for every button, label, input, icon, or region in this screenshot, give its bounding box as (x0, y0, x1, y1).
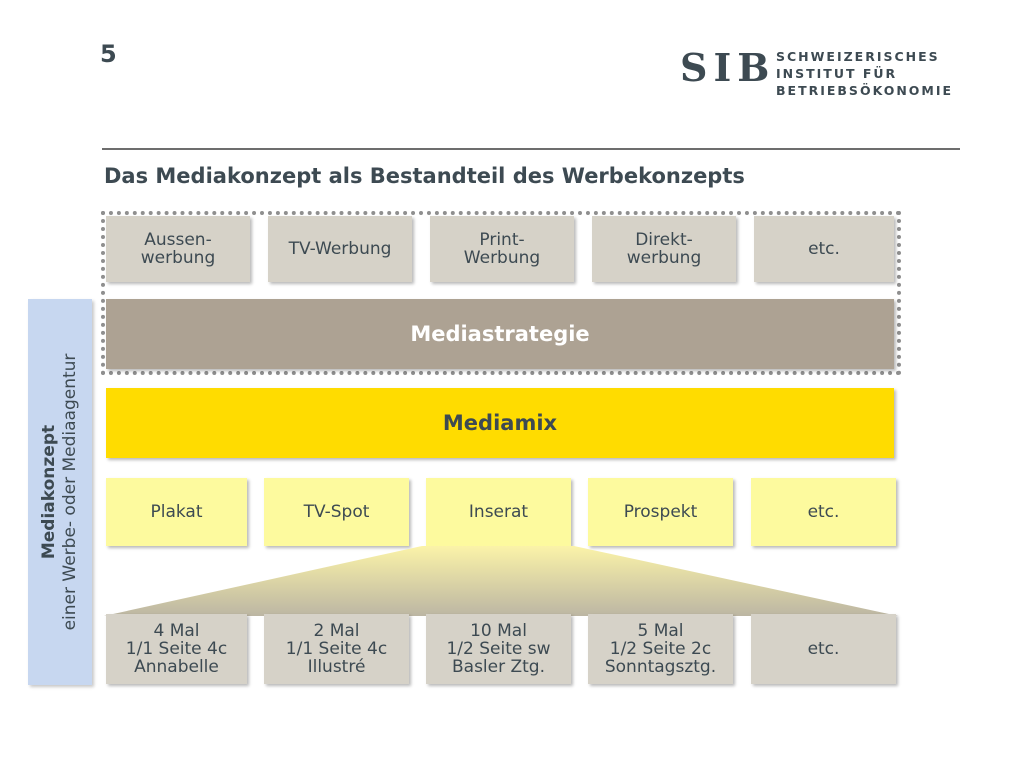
werbeform-label: etc. (808, 239, 840, 259)
werbeform-label: Direkt- werbung (626, 230, 702, 268)
schaltung-label: 4 Mal 1/1 Seite 4c Annabelle (125, 621, 228, 677)
werbemittel-label: Inserat (468, 502, 529, 522)
werbeform-box (592, 216, 736, 282)
mediamix-label: Mediamix (442, 411, 558, 435)
schaltung-box (264, 614, 409, 684)
werbemittel-label: TV-Spot (303, 502, 370, 522)
werbemittel-label: Prospekt (623, 502, 698, 522)
mediastrategie-box (106, 299, 894, 369)
schaltung-label: etc. (807, 639, 840, 659)
logo-line: INSTITUT FÜR (776, 66, 898, 81)
logo-line: SCHWEIZERISCHES (776, 49, 940, 64)
werbemittel-box (751, 478, 896, 546)
page-number: 5 (100, 40, 117, 68)
werbemittel-label: Plakat (150, 502, 203, 522)
side-label (39, 354, 81, 631)
logo-mark: SIB (680, 45, 776, 90)
funnel-shape (104, 546, 898, 616)
werbemittel-box (588, 478, 733, 546)
werbemittel-box (106, 478, 247, 546)
logo-text (776, 48, 953, 99)
side-label-subtitle: einer Werbe- oder Mediaagentur (60, 353, 80, 631)
werbeform-box (106, 216, 250, 282)
schaltung-box (751, 614, 896, 684)
header-divider (102, 148, 960, 150)
werbemittel-box (426, 478, 571, 546)
werbeform-box (754, 216, 894, 282)
schaltung-box (106, 614, 247, 684)
mediastrategie-label: Mediastrategie (410, 322, 590, 346)
sib-logo (680, 40, 970, 100)
werbeform-label: TV-Werbung (288, 239, 392, 259)
werbeform-box (430, 216, 574, 282)
werbemittel-label: etc. (807, 502, 840, 522)
werbeform-box (268, 216, 412, 282)
slide-title: Das Mediakonzept als Bestandteil des Werbekonzepts (104, 164, 745, 188)
werbemittel-box (264, 478, 409, 546)
werbeform-label: Print- Werbung (463, 230, 541, 268)
schaltung-label: 5 Mal 1/2 Seite 2c Sonntagsztg. (604, 621, 717, 677)
schaltung-box (588, 614, 733, 684)
schaltung-box (426, 614, 571, 684)
werbeform-label: Aussen- werbung (140, 230, 216, 268)
mediakonzept-side-bar (28, 299, 92, 685)
side-label-title: Mediakonzept (39, 424, 59, 560)
logo-line: BETRIEBSÖKONOMIE (776, 83, 954, 98)
schaltung-label: 10 Mal 1/2 Seite sw Basler Ztg. (446, 621, 551, 677)
schaltung-label: 2 Mal 1/1 Seite 4c Illustré (285, 621, 388, 677)
mediamix-box (106, 388, 894, 458)
inserat-funnel (100, 546, 900, 618)
